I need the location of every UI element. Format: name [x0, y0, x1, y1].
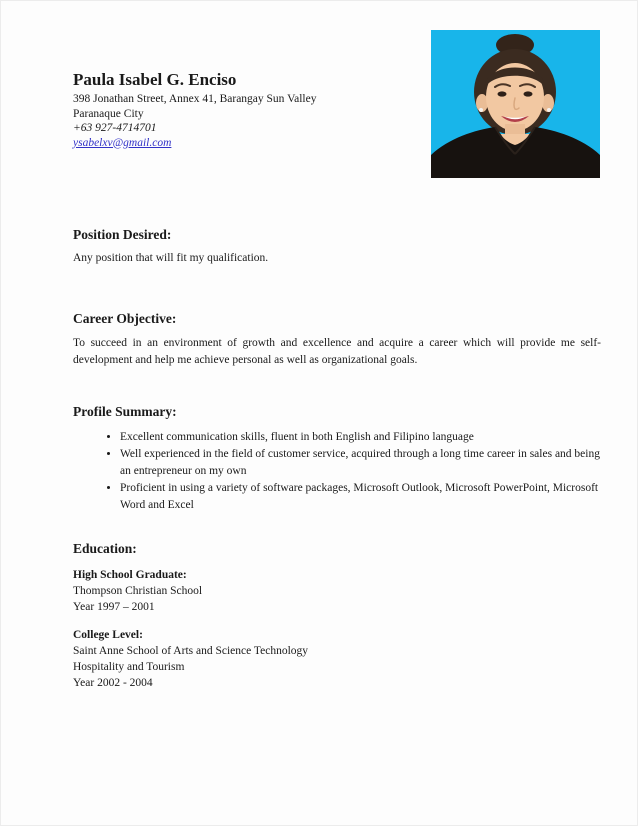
email-link[interactable]: ysabelxv@gmail.com [73, 136, 172, 149]
profile-bullet-1: • Excellent communication skills, fluent in both English and Filipino language [120, 429, 601, 446]
education-level: College Level: [73, 629, 143, 641]
profile-bullet-2: • Well experienced in the field of customer service, acquired through a long time career in sales and being an entrepreneur on my own [120, 446, 601, 480]
address-line-2: Paranaque City [73, 107, 144, 120]
education-course: Hospitality and Tourism [73, 661, 185, 673]
phone-number: +63 927-4714701 [73, 122, 157, 134]
education-entry-college [73, 627, 601, 691]
education-level: High School Graduate: [73, 569, 187, 581]
profile-photo [431, 30, 600, 178]
section-profile-summary [73, 403, 601, 514]
education-years: Year 2002 - 2004 [73, 677, 153, 689]
section-education [73, 540, 601, 691]
profile-summary-heading: Profile Summary: [73, 404, 177, 419]
section-career-objective [73, 310, 601, 368]
profile-photo-image [431, 30, 600, 178]
career-objective-heading: Career Objective: [73, 311, 177, 326]
education-school: Saint Anne School of Arts and Science Technology [73, 645, 309, 657]
candidate-name: Paula Isabel G. Enciso [73, 70, 237, 89]
section-position-desired [73, 226, 601, 266]
education-heading: Education: [73, 541, 137, 556]
position-desired-heading: Position Desired: [73, 227, 172, 242]
education-entry-high-school [73, 567, 601, 615]
position-desired-body: Any position that will fit my qualification. [73, 252, 269, 264]
address-line-1: 398 Jonathan Street, Annex 41, Barangay Sun Valley [73, 93, 317, 105]
profile-bullet-3: • Proficient in using a variety of software packages, Microsoft Outlook, Microsoft PowerPoint, Microsoft Word and Excel [120, 480, 601, 514]
career-objective-body: To succeed in an environment of growth and excellence and acquire a career which will provide me self-development and help me achieve personal as well as organizational goals. [73, 337, 601, 366]
education-school: Thompson Christian School [73, 585, 203, 597]
profile-summary-list [73, 429, 601, 514]
education-years: Year 1997 – 2001 [73, 601, 155, 613]
